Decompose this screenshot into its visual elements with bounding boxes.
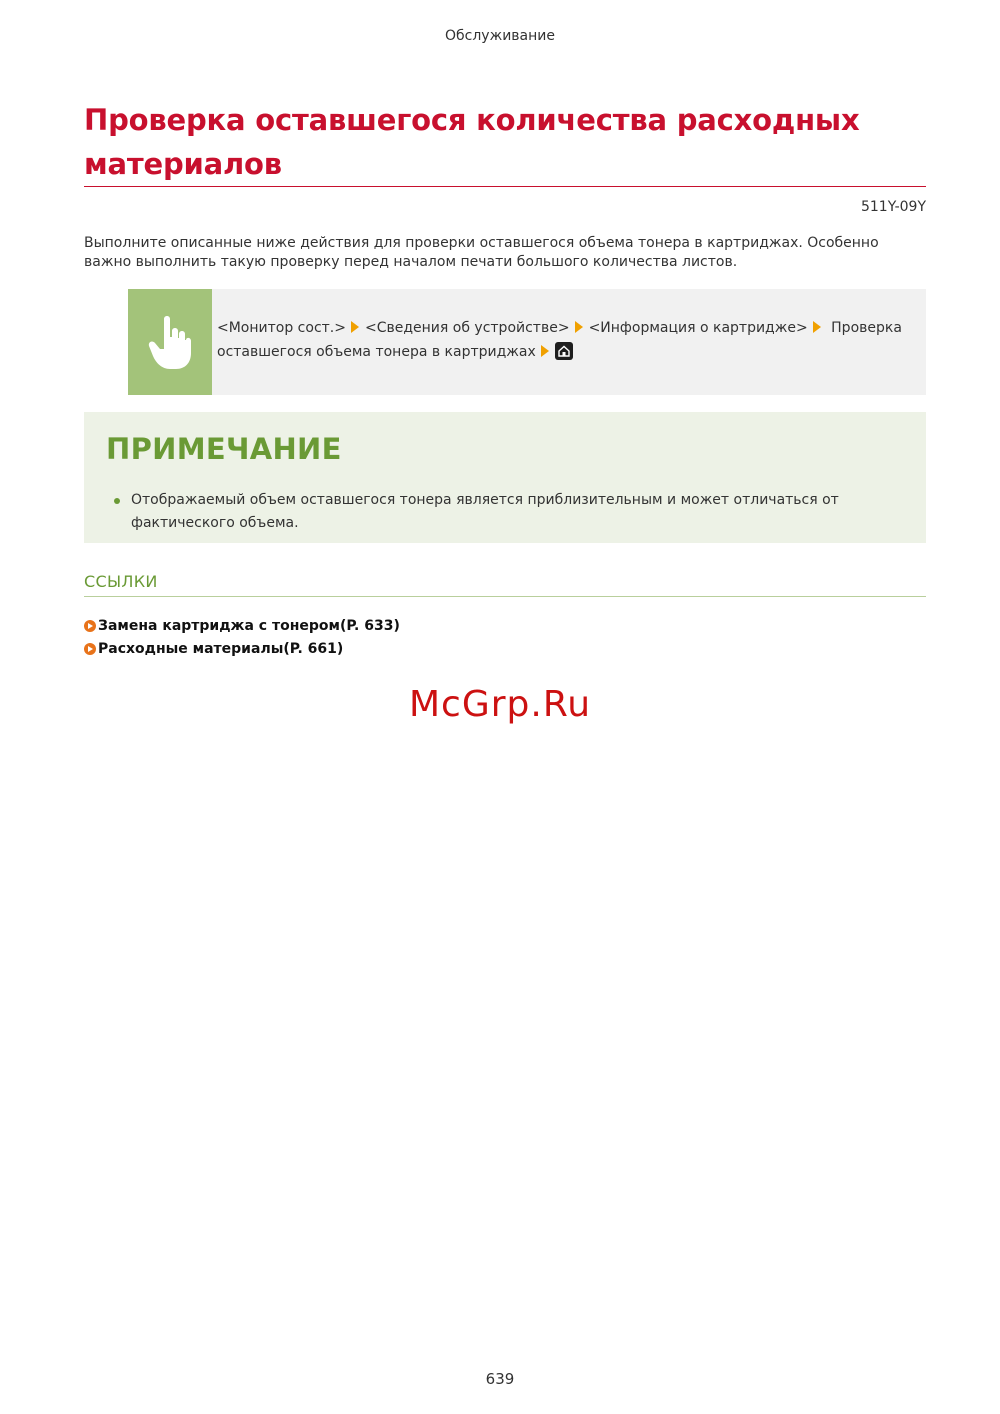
intro-paragraph: Выполните описанные ниже действия для проверки оставшегося объема тонера в картриджах. Особенно важно выполнить такую проверку перед началом печати большого количества листов. <box>84 235 879 270</box>
document-id: 511Y-09Y <box>860 199 926 215</box>
link-consumables[interactable] <box>84 641 343 657</box>
title-divider <box>84 186 926 187</box>
watermark: McGrp.Ru <box>408 684 592 725</box>
touch-hand-icon <box>148 313 192 371</box>
arrow-icon <box>813 321 821 333</box>
link-replace-toner[interactable] <box>84 618 400 634</box>
arrow-icon <box>351 321 359 333</box>
orange-circle-arrow-icon <box>84 620 96 632</box>
bullet-icon <box>114 498 120 504</box>
links-heading: ССЫЛКИ <box>84 572 158 591</box>
procedure-steps <box>212 289 926 395</box>
running-header: Обслуживание <box>445 28 555 44</box>
touch-panel-cell <box>128 289 212 395</box>
arrow-icon <box>541 345 549 357</box>
orange-circle-arrow-icon <box>84 643 96 655</box>
page-title: Проверка оставшегося количества расходных материалов <box>84 103 860 181</box>
procedure-box <box>128 289 926 395</box>
note-heading: ПРИМЕЧАНИЕ <box>106 432 342 466</box>
page-number: 639 <box>485 1370 515 1388</box>
note-box <box>84 412 926 543</box>
step-check-toner: Проверка оставшегося объема тонера в картриджах <box>217 320 902 360</box>
link-label[interactable]: Замена картриджа с тонером(P. 633) <box>98 618 400 634</box>
link-label[interactable]: Расходные материалы(P. 661) <box>98 641 344 657</box>
arrow-icon <box>575 321 583 333</box>
step-cartridge-info: <Информация о картридже> <box>588 320 808 336</box>
step-status-monitor: <Монитор сост.> <box>217 320 346 336</box>
step-device-info: <Сведения об устройстве> <box>364 320 570 336</box>
home-key-icon <box>555 342 573 360</box>
note-item: Отображаемый объем оставшегося тонера является приблизительным и может отличаться от фактического объема. <box>131 492 839 531</box>
links-divider <box>84 596 926 597</box>
